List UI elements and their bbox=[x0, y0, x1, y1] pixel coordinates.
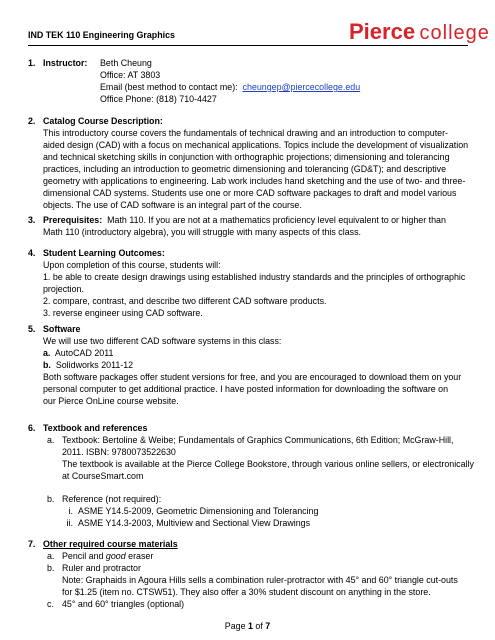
of-word: of bbox=[255, 621, 263, 631]
materials-a-letter: a. bbox=[47, 551, 55, 561]
materials-heading: Other required course materials bbox=[43, 539, 178, 549]
materials-note-line-2: for $1.25 (item no. CTSW51). They also offer a 30% student discount on anything in the store. bbox=[62, 587, 431, 597]
section-4-number: 4. bbox=[28, 248, 36, 258]
section-1-number: 1. bbox=[28, 58, 36, 68]
outcomes-heading: Student Learning Outcomes: bbox=[43, 248, 165, 258]
materials-a-text bbox=[62, 550, 153, 562]
textbook-line: at CourseSmart.com bbox=[62, 471, 144, 481]
instructor-office: Office: AT 3803 bbox=[100, 70, 161, 80]
reference-num: ii. bbox=[66, 518, 73, 528]
materials-c-text: 45° and 60° triangles (optional) bbox=[62, 599, 185, 609]
textbook-a-letter: a. bbox=[47, 435, 55, 445]
catalog-line: aided design (CAD) with a focus on mechanical applications. Topics include the development of visualization bbox=[43, 140, 469, 150]
header-divider bbox=[28, 45, 468, 46]
page-word: Page bbox=[224, 621, 246, 631]
software-item-letter: b. bbox=[43, 360, 51, 370]
instructor-name: Beth Cheung bbox=[100, 58, 152, 68]
section-2-number: 2. bbox=[28, 116, 36, 126]
section-7-number: 7. bbox=[28, 539, 36, 549]
prereq-heading: Prerequisites: bbox=[43, 215, 103, 225]
section-6-number: 6. bbox=[28, 423, 36, 433]
textbook-line: The textbook is available at the Pierce College Bookstore, through various online sellers, or electronically bbox=[62, 459, 474, 469]
software-item-letter: a. bbox=[43, 348, 51, 358]
catalog-line: practices, including an introduction to geometric dimensioning and tolerancing (GD&T); and descriptive bbox=[43, 164, 447, 174]
instructor-phone: Office Phone: (818) 710-4427 bbox=[100, 94, 217, 104]
reference-item: ASME Y14.3-2003, Multiview and Sectional View Drawings bbox=[78, 518, 311, 528]
page-number: 1 bbox=[247, 621, 253, 631]
outcomes-line: 1. be able to create design drawings using established industry standards and the principles of orthographic bbox=[43, 272, 466, 282]
textbook-line: 2011. ISBN: 9780073522630 bbox=[62, 447, 176, 457]
software-item-autocad bbox=[43, 347, 113, 359]
materials-note-line-1: Note: Graphaids in Agoura Hills sells a combination ruler-protractor with 45° and 60° triangle cut-outs bbox=[62, 575, 458, 585]
outcomes-line: 2. compare, contrast, and describe two different CAD software products. bbox=[43, 296, 327, 306]
software-heading: Software bbox=[43, 324, 81, 334]
textbook-b-letter: b. bbox=[47, 494, 55, 504]
materials-c-letter: c. bbox=[47, 599, 54, 609]
materials-a-pre: Pencil and bbox=[62, 551, 106, 561]
textbook-heading: Textbook and references bbox=[43, 423, 148, 433]
section-3-number: 3. bbox=[28, 215, 36, 225]
materials-a-emphasis: good bbox=[105, 551, 126, 561]
reference-num: i. bbox=[68, 506, 73, 516]
section-5-number: 5. bbox=[28, 324, 36, 334]
page-total: 7 bbox=[265, 621, 271, 631]
outcomes-line: projection. bbox=[43, 284, 84, 294]
catalog-line: geometry with applications to engineering. Lab work includes hand sketching and the use of two- and three- bbox=[43, 176, 466, 186]
catalog-description bbox=[43, 127, 468, 211]
catalog-line: dimensional CAD systems. Students use one or more CAD software packages to draft and model various bbox=[43, 188, 457, 198]
software-line: personal computer to get additional practice. I have posted information for downloading the software on bbox=[43, 384, 449, 394]
logo-word-pierce: Pierce bbox=[349, 19, 416, 44]
page-footer bbox=[0, 620, 495, 632]
instructor-email-line bbox=[100, 81, 360, 93]
email-link[interactable]: cheungep@piercecollege.edu bbox=[242, 82, 361, 92]
materials-b-letter: b. bbox=[47, 563, 55, 573]
outcomes-list bbox=[43, 259, 465, 319]
software-item-solidworks bbox=[43, 359, 133, 371]
course-title: IND TEK 110 Engineering Graphics bbox=[28, 30, 175, 40]
catalog-line: objects. The use of CAD software is an integral part of the course. bbox=[43, 200, 302, 210]
reference-heading: Reference (not required): bbox=[62, 494, 162, 504]
software-item-text: AutoCAD 2011 bbox=[54, 348, 114, 358]
software-item-text: Solidworks 2011-12 bbox=[55, 360, 134, 370]
logo-word-college: college bbox=[419, 22, 490, 44]
software-line: our Pierce OnLine course website. bbox=[43, 396, 179, 406]
software-description bbox=[43, 371, 461, 407]
materials-a-post: eraser bbox=[125, 551, 154, 561]
software-intro: We will use two different CAD software systems in this class: bbox=[43, 336, 282, 346]
prereq-text: Math 110. If you are not at a mathematics proficiency level equivalent to or higher than bbox=[107, 215, 446, 225]
outcomes-line: 3. reverse engineer using CAD software. bbox=[43, 308, 203, 318]
prereq-line-1 bbox=[43, 214, 446, 226]
instructor-heading: Instructor: bbox=[43, 58, 88, 68]
software-line: Both software packages offer student versions for free, and you are encouraged to download them on your bbox=[43, 372, 462, 382]
textbook-a-block bbox=[62, 434, 474, 482]
pierce-college-logo bbox=[349, 19, 490, 45]
catalog-line: and technical sketching skills in conjunction with orthographic projections; dimensioning and tolerancing bbox=[43, 152, 450, 162]
reference-item: ASME Y14.5-2009, Geometric Dimensioning and Tolerancing bbox=[78, 506, 319, 516]
outcomes-line: Upon completion of this course, students will: bbox=[43, 260, 221, 270]
email-label: Email (best method to contact me): bbox=[100, 82, 238, 92]
catalog-line: This introductory course covers the fundamentals of technical drawing and an introduction to computer- bbox=[43, 128, 449, 138]
prereq-line-2: Math 110 (introductory algebra), you will struggle with many aspects of this class. bbox=[43, 227, 361, 237]
catalog-heading: Catalog Course Description: bbox=[43, 116, 163, 126]
textbook-line: Textbook: Bertoline & Weibe; Fundamentals of Graphics Communications, 6th Edition; McGraw-Hill, bbox=[62, 435, 454, 445]
materials-b-text: Ruler and protractor bbox=[62, 563, 141, 573]
